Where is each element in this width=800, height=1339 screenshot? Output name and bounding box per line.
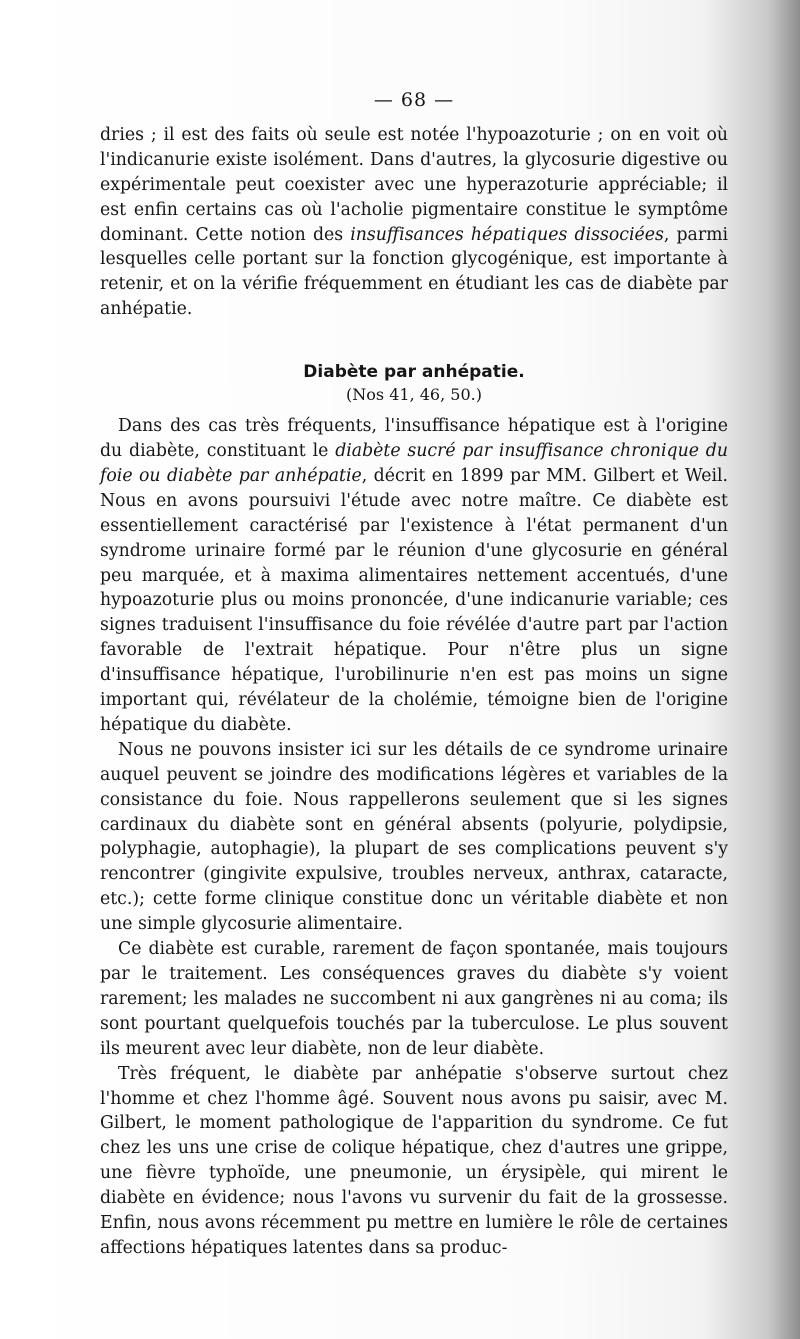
p1-text-2: , décrit en 1899 par MM. Gilbert et Weil. Nous en avons poursuivi l'étude avec notre maître. Ce diabète est essentiellement caractérisé par l'existence à l'état permanent d'un syndrome urinaire formé par le réunion d'une glycosurie en général peu marquée, et à maxima alimentaires nettement accentués, d'une hypoazoturie plus ou moins prononcée, d'une indicanurie variable; ces signes traduisent l'insuffisance du foie révélée d'autre part par l'action favorable de l'extrait hépatique. Pour n'être plus un signe d'insuffisance hépatique, l'urobilinurie n'en est pas moins un signe important qui, révélateur de la cholémie, témoigne bien de l'origine hépatique du diabète. — [100, 465, 728, 735]
intro-text-1: dries ; il est des faits où seule est notée l'hypoazoturie ; on en voit où l'indicanurie existe isolément. Dans d'autres, la glycosurie digestive ou expérimentale peut coexister avec une hyperazoturie appréciable; il est enfin certains cas où l'acholie pigmentaire constitue le symptôme dominant. Cette notion des — [100, 124, 728, 245]
text-block — [100, 88, 728, 1261]
intro-text-2: , parmi lesquelles celle portant sur la fonction glycogénique, est importante à retenir, et on la vérifie fréquemment en étudiant les cas de diabète par anhépatie. — [100, 224, 728, 320]
body-paragraph-2 — [100, 738, 728, 937]
page-number: — 68 — — [373, 89, 455, 111]
body-paragraph-3 — [100, 937, 728, 1062]
p1-text-1: Dans des cas très fréquents, l'insuffisance hépatique est à l'origine du diabète, constituant le — [100, 416, 728, 461]
p2-text: Nous ne pouvons insister ici sur les détails de ce syndrome urinaire auquel peuvent se joindre des modifications légères et variables de la consistance du foie. Nous rappellerons seulement que si les signes cardinaux du diabète sont en général absents (polyurie, polydipsie, polyphagie, autophagie), la plupart de ses complications peuvent s'y rencontrer (gingivite expulsive, troubles nerveux, anthrax, cataracte, etc.); cette forme clinique constitue donc un véritable diabète et non une simple glycosurie alimentaire. — [100, 739, 728, 935]
body-paragraph-1 — [100, 414, 728, 738]
section-reference: (Nos 41, 46, 50.) — [346, 385, 482, 405]
intro-italic-term: insuffisances hépatiques dissociées — [350, 224, 664, 245]
intro-paragraph — [100, 123, 728, 322]
p3-text: Ce diabète est curable, rarement de façon spontanée, mais toujours par le traitement. Les conséquences graves du diabète s'y voient rarement; les malades ne succombent ni aux gangrènes ni au coma; ils sont pourtant quelquefois touchés par la tuberculose. Le plus souvent ils meurent avec leur diabète, non de leur diabète. — [100, 939, 728, 1059]
p4-text: Très fréquent, le diabète par anhépatie s'observe surtout chez l'homme et chez l'homme âgé. Souvent nous avons pu saisir, avec M. Gilbert, le moment pathologique de l'apparition du syndrome. Ce fut chez les uns une crise de colique hépatique, chez d'autres une grippe, une fièvre typhoïde, une pneumonie, un érysipèle, qui mirent le diabète en évidence; nous l'avons vu survenir du fait de la grossesse. Enfin, nous avons récemment pu mettre en lumière le rôle de certaines affections hépatiques latentes dans sa produc- — [100, 1063, 728, 1258]
body-paragraph-4 — [100, 1062, 728, 1261]
section-heading: Diabète par anhépatie. — [303, 362, 525, 383]
p1-italic-term: diabète sucré par insuffisance chronique du foie ou diabète par anhépatie — [100, 440, 728, 486]
